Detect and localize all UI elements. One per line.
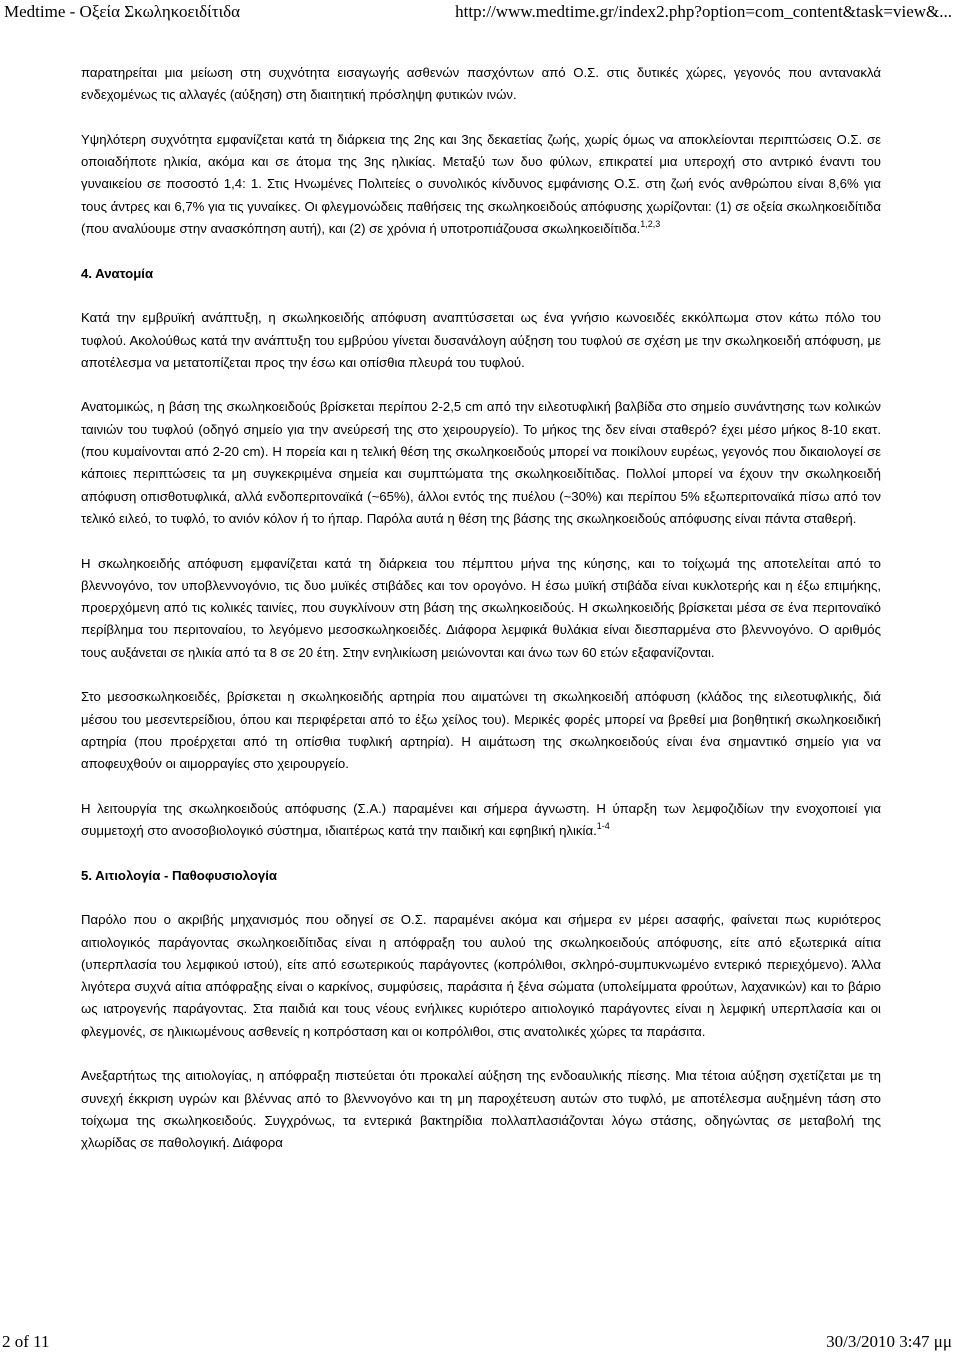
page-url: http://www.medtime.gr/index2.php?option=com_content&task=view&... xyxy=(455,2,952,21)
paragraph: Ανατομικώς, η βάση της σκωληκοειδούς βρίσκεται περίπου 2-2,5 cm από την ειλεοτυφλική βαλβίδα στο σημείο συνάντησης των κολικών ταινιών του τυφλού (οδηγό σημείο για την ανεύρεσή της στο χειρουργείο). Το μήκος της δεν είναι σταθερό? έχει μέσο μήκος 8-10 εκατ. (που κυμαίνονται από 2-20 cm). Η πορεία και η τελική θέση της σκωληκοειδούς μπορεί να ποικίλουν ευρέως, γεγονός που δικαιολογεί σε κάποιες περιπτώσεις τα μη συγκεκριμένα σημεία και συμπτώματα της σκωληκοειδίτιδας. Πολλοί μπορεί να έχουν την σκωληκοειδή απόφυση οπισθοτυφλικά, αλλά ενδοπεριτοναϊκά (~65%), άλλοι εντός της πυέλου (~30%) και περίπου 5% εξωπεριτοναϊκά πίσω από τον τελικό ειλεό, το τυφλό, το ανιόν κόλον ή το ήπαρ. Παρόλα αυτά η θέση της βάσης της σκωληκοειδούς απόφυσης είναι πάντα σταθερή. xyxy=(81,399,881,526)
print-header xyxy=(0,0,960,28)
reference-superscript: 1-4 xyxy=(596,821,610,832)
paragraph: Παρόλο που ο ακριβής μηχανισμός που οδηγεί σε Ο.Σ. παραμένει ακόμα και σήμερα εν μέρει ασαφής, φαίνεται πως κυριότερος αιτιολογικός παράγοντας σκωληκοειδίτιδας είναι η απόφραξη του αυλού της σκωληκοειδούς απόφυσης, είτε από εξωτερικά αίτια (υπερπλασία του λεμφικού ιστού), είτε από εσωτερικούς παράγοντες (κοπρόλιθοι, σκληρό-συμπυκνωμένο εντερικό περιεχόμενο). Άλλα λιγότερα συχνά αίτια απόφραξης είναι ο καρκίνος, συμφύσεις, παράσιτα ή ξένα σώματα (υπολείμματα φρούτων, λαχανικών) και το βάριο ως ιατρογενής παράγοντας. Στα παιδιά και τους νέους ενήλικες κυριότερο αιτιολογικό παράγοντες είναι η λεμφική υπερπλασία και οι φλεγμονές, σε ηλικιωμένους ασθενείς η κοπρόσταση και οι κοπρόλιθοι, στις ανατολικές χώρες τα παράσιτα. xyxy=(81,912,881,1039)
article-body xyxy=(81,62,881,1177)
paragraph-text: Υψηλότερη συχνότητα εμφανίζεται κατά τη διάρκεια της 2ης και 3ης δεκαετίας ζωής, χωρίς όμως να αποκλείονται περιπτώσεις Ο.Σ. σε οποιαδήποτε ηλικία, ακόμα και σε άτομα της 3ης ηλικίας. Μεταξύ των δυο φύλων, επικρατεί μια υπεροχή στο αντρικό έναντι του γυναικείου σε ποσοστό 1,4: 1. Στις Ηνωμένες Πολιτείες ο συνολικός κίνδυνος εμφάνισης Ο.Σ. στη ζωή ενός ανθρώπου είναι 8,6% για τους άντρες και 6,7% για τις γυναίκες. Οι φλεγμονώδεις παθήσεις της σκωληκοειδούς απόφυσης χωρίζονται: (1) σε οξεία σκωληκοειδίτιδα (που αναλύουμε στην ανασκόπηση αυτή), και (2) σε χρόνια ή υποτροπιάζουσα σκωληκοειδίτιδα. xyxy=(81,131,881,237)
section-heading-etiology: 5. Αιτιολογία - Παθοφυσιολογία xyxy=(81,867,278,883)
paragraph-text: Η λειτουργία της σκωληκοειδούς απόφυσης (Σ.Α.) παραμένει και σήμερα άγνωστη. Η ύπαρξη των λεμφοζιδίων την ενοχοποιεί για συμμετοχή στο ανοσοβιολογικό σύστημα, ιδιαιτέρως κατά την παιδική και εφηβική ηλικία. xyxy=(81,800,881,839)
paragraph: Η σκωληκοειδής απόφυση εμφανίζεται κατά τη διάρκεια του πέμπτου μήνα της κύησης, και το τοίχωμά της αποτελείται από το βλεννογόνο, τον υποβλεννογόνιο, τις δυο μυϊκές στιβάδες και τον ορογόνο. Η έσω μυϊκή στιβάδα είναι κυκλοτερής και η έξω επιμήκης, προερχόμενη από τις κολικές ταινίες, που συγκλίνουν στη βάση της σκωληκοειδούς. Η σκωληκοειδής βρίσκεται μέσα σε ένα περιτοναϊκό περίβλημα του περιτοναίου, το λεγόμενο μεσοσκωληκοειδές. Διάφορα λεμφικά θυλάκια είναι διεσπαρμένα στο βλεννογόνο. Ο αριθμός τους αυξάνεται σε ηλικία από τα 8 σε 20 έτη. Στην ενηλικίωση μειώνονται και άνω των 60 ετών εξαφανίζονται. xyxy=(81,555,881,660)
paragraph: Κατά την εμβρυϊκή ανάπτυξη, η σκωληκοειδής απόφυση αναπτύσσεται ως ένα γνήσιο κωνοειδές εκκόλπωμα στον κάτω πόλο του τυφλού. Ακολούθως κατά την ανάπτυξη του εμβρύου γίνεται δυσανάλογη αύξηση του τυφλού σε σχέση με την σκωληκοειδή απόφυση, με αποτέλεσμα να μετατοπίζεται προς την έσω και οπίσθια πλευρά του τυφλού. xyxy=(81,310,881,370)
reference-superscript: 1,2,3 xyxy=(640,219,661,230)
section-heading-anatomy: 4. Ανατομία xyxy=(81,265,154,281)
page-title: Medtime - Οξεία Σκωληκοειδίτιδα xyxy=(4,2,241,21)
page-number: 2 of 11 xyxy=(2,1332,50,1351)
print-datetime: 30/3/2010 3:47 μμ xyxy=(826,1332,952,1351)
paragraph: Ανεξαρτήτως της αιτιολογίας, η απόφραξη πιστεύεται ότι προκαλεί αύξηση της ενδοαυλικής πίεσης. Μια τέτοια αύξηση σχετίζεται με τη συνεχή έκκριση υγρών και βλέννας από το βλεννογόνο και τη μη παροχέτευση αυτών στο τυφλό, με αποτέλεσμα αυξημένη τάση στο τοίχωμα της σκωληκοειδούς. Συγχρόνως, τα εντερικά βακτηρίδια πολλαπλασιάζονται λόγω στάσης, οδηγώντας σε μεταβολή της χλωρίδας σε παθολογική. Διάφορα xyxy=(81,1068,881,1151)
print-footer xyxy=(0,1330,960,1358)
paragraph: παρατηρείται μια μείωση στη συχνότητα εισαγωγής ασθενών πασχόντων από Ο.Σ. στις δυτικές χώρες, γεγονός που αντανακλά ενδεχομένως τις αλλαγές (αύξηση) στη διαιτητική πρόσληψη φυτικών ινών. xyxy=(81,65,881,103)
paragraph: Στο μεσοσκωληκοειδές, βρίσκεται η σκωληκοειδής αρτηρία που αιματώνει τη σκωληκοειδή απόφυση (κλάδος της ειλεοτυφλικής, διά μέσου του μεσεντερείδιου, όπου και περιφέρεται από το έξω χείλος του). Μερικές φορές μπορεί να βρεθεί μια βοηθητική σκωληκοειδική αρτηρία (που προέρχεται από τη οπίσθια τυφλική αρτηρία). Η αιμάτωση της σκωληκοειδούς είναι ένα σημαντικό σημείο για να αποφευχθούν οι αιμορραγίες στο χειρουργείο. xyxy=(81,689,881,772)
paragraph xyxy=(81,129,881,240)
paragraph xyxy=(81,798,881,843)
